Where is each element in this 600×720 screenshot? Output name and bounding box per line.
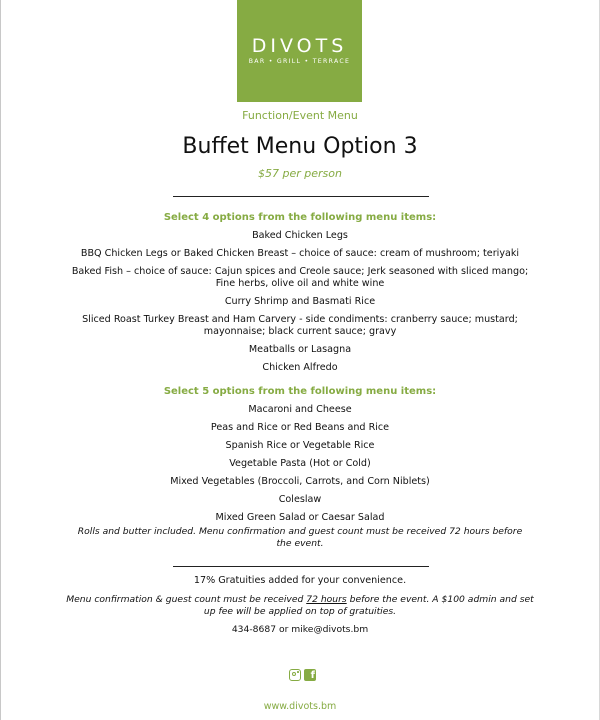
menu-subtitle: Function/Event Menu <box>242 109 358 122</box>
divots-logo <box>237 0 362 102</box>
menu-item: Coleslaw <box>278 494 322 505</box>
section-sides <box>70 386 530 524</box>
page-border-left <box>0 0 1 720</box>
rolls-note <box>60 526 540 550</box>
menu-item: Mixed Green Salad or Caesar Salad <box>215 512 385 523</box>
confirmation-deadline: 72 hours <box>306 594 347 605</box>
footer-info <box>60 575 540 636</box>
menu-item: BBQ Chicken Legs or Baked Chicken Breast – choice of sauce: cream of mushroom; teriyaki <box>80 248 520 259</box>
menu-item: Macaroni and Cheese <box>248 404 352 415</box>
menu-item: Sliced Roast Turkey Breast and Ham Carvery - side condiments: cranberry sauce; mustard; <box>82 314 518 325</box>
instagram-icon[interactable] <box>289 669 301 681</box>
note-line: Rolls and butter included. Menu confirmation and guest count must be received 72 hours before <box>77 526 523 537</box>
confirmation-note-cont: up fee will be applied on top of gratuities. <box>203 606 397 617</box>
divider-bottom <box>173 566 429 567</box>
gratuity-note: 17% Gratuities added for your convenience. <box>193 575 407 586</box>
contact-info: 434-8687 or mike@divots.bm <box>231 624 369 635</box>
logo-wordmark: DIVOTS <box>251 35 348 57</box>
menu-item: Peas and Rice or Red Beans and Rice <box>210 422 390 433</box>
menu-item-cont: Fine herbs, olive oil and white wine <box>215 278 385 289</box>
menu-item: Meatballs or Lasagna <box>248 344 352 355</box>
menu-item: Vegetable Pasta (Hot or Cold) <box>229 458 371 469</box>
menu-item: Curry Shrimp and Basmati Rice <box>224 296 376 307</box>
section-mains <box>70 212 530 374</box>
section-heading: Select 5 options from the following menu items: <box>163 386 437 397</box>
divider-top <box>173 196 429 197</box>
menu-item-cont: mayonnaise; black current sauce; gravy <box>203 326 397 337</box>
facebook-icon[interactable]: f <box>304 669 316 681</box>
menu-title: Buffet Menu Option 3 <box>182 134 418 159</box>
menu-item: Spanish Rice or Vegetable Rice <box>225 440 375 451</box>
menu-item: Baked Fish – choice of sauce: Cajun spices and Creole sauce; Jerk seasoned with sliced mango; <box>71 266 529 277</box>
logo-tagline: BAR • GRILL • TERRACE <box>248 58 351 65</box>
social-icons <box>289 669 317 683</box>
note-line: the event. <box>276 538 324 549</box>
section-heading: Select 4 options from the following menu items: <box>163 212 437 223</box>
menu-item: Baked Chicken Legs <box>252 230 348 241</box>
confirmation-text: Menu confirmation & guest count must be received <box>66 594 307 605</box>
website-link[interactable]: www.divots.bm <box>263 701 337 712</box>
menu-item: Mixed Vegetables (Broccoli, Carrots, and Corn Niblets) <box>170 476 430 487</box>
price-per-person: $57 per person <box>258 167 342 180</box>
confirmation-note <box>60 594 540 606</box>
confirmation-text: before the event. A $100 admin and set <box>346 594 534 605</box>
menu-item: Chicken Alfredo <box>262 362 338 373</box>
